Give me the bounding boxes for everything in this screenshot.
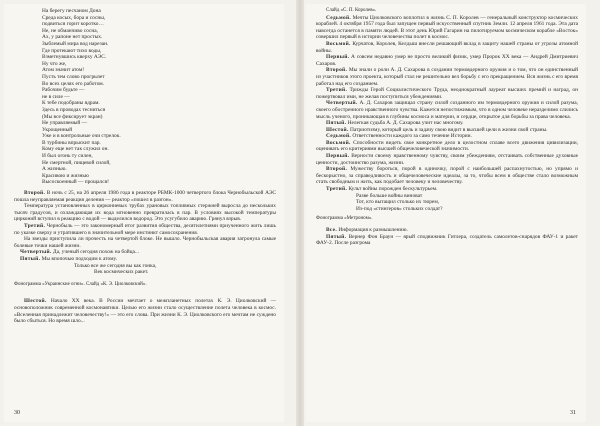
- poem-line: Рабочим будьте —: [42, 87, 85, 94]
- poem-line: Красивою и жизнью: [42, 172, 89, 179]
- left-body: [14, 190, 276, 325]
- couplet-line: Тот, кто вытащил столько их тюрем,: [356, 199, 440, 206]
- couplet-line: Только все же сегодня вы как гонка,: [74, 262, 157, 269]
- poem-line: Ах, у рапоне нет простых.: [42, 34, 103, 41]
- page-number: 31: [570, 410, 576, 416]
- caption: Слайд «С. П. Королев».: [326, 8, 377, 13]
- poem-line: Взметнувшись кверху АЭС.: [42, 54, 107, 61]
- poem-line: Не смертной, пищевой силой,: [42, 159, 111, 166]
- paragraph: Шестой. Патриотизму, который цель и задачу свою видит в высшей цели в жизни свой страны.: [326, 126, 548, 133]
- paragraph: Первый. Верности своему нравственному чувству, своим убеждениям, отстаивать собственные духовные ценности, достоинство разума, жизни.: [316, 153, 578, 166]
- poem-line: Уже и в контрольные очи стрелок.: [42, 133, 121, 140]
- paragraph: Второй. Мужеству бороться, порой в одиночку, порой с наибольшей распахнутостью, но упрямо и бескорыстно, за справедливость и общечеловеческие идеалы, за то, чтобы всем в обществе стало возможным стать свободным и жить, как подобает человеку и человечеству.: [316, 166, 578, 186]
- poem-line: не в силе —: [42, 93, 70, 100]
- paragraph: Первый. А совсем недавно умер не просто великий физик, умер Пророк ХХ века — Андрей Дмитриевич Сахаров.: [316, 54, 578, 67]
- poem-line: Ну что же,: [42, 60, 67, 67]
- paragraph: Седьмой. Ответственности каждого за само течение Истории.: [326, 133, 472, 140]
- poem-line: И был огонь ту силен,: [42, 153, 93, 160]
- poem-line: Не управляемый —: [42, 120, 87, 127]
- paragraph: Второй. Мы знали о роли А. Д. Сахарова в создании термоядерного оружия и о том, что он единственный из участников этого проекта, который стал не решительно вел борьбу с его прекращением. Вся жизнь с его время работал над его созданием.: [316, 67, 578, 87]
- caption: Фонограмма «Украинские огни». Слайд «К. Э. Циолковский».: [14, 281, 147, 287]
- speaker-line: Четвертый. Да, ученый сегодня похож на бойца...: [20, 249, 139, 256]
- speaker-line: Пятый. Мы впопочью подходим к атому.: [20, 255, 118, 262]
- paragraph: На звезды приступила ли прочесть на четвертой блоке. Не вышло. Чернобыльская авария затронула самые болевые точки нашей жизни.: [14, 236, 276, 249]
- paragraph: Второй. В ночь с 25, на 26 апреля 1986 года в реакторе РБМК-1000 четвертого блока Чернобыльской АЭС пошла неуправляемая реакция деления — реактор «пошел в разгон».: [14, 190, 277, 203]
- page-fold: [296, 0, 304, 426]
- right-body: [316, 8, 578, 247]
- paragraph: Пятый. Вернер Фон Браун — ярый сподвижник Гитлера, создатель самолетов-снарядов ФАУ-1 и ракет ФАУ-2. После разгрома: [316, 233, 578, 247]
- couplet-line: Разве больше войны виноват: [356, 192, 423, 199]
- poem-line: Кому еще нет так служил он.: [42, 146, 109, 153]
- paragraph: Температура установленных в циркониевых трубах урановых топливных стержней выросла до нескольких тысяч градусов, и охлаждающая их вода мгновенно превратилась в пар. В условиях высокой температуры цирконий вступил в реакцию с водой — выделился водород. Это усугубило аварию. Грянул взрыв.: [14, 203, 276, 223]
- poem-line: Высоскоенный — прощался!: [42, 179, 109, 186]
- paragraph: Седьмой. Мечты Циолковского воплотил в жизнь С. П. Королев — генеральный конструктор космических кораблей. 4 октября 1957 года был запущен первый искусственный спутник Земли. 12 апреля 1961 года. Эта дата навсегда останется в памяти людей. В этот день Юрий Гагарин на пилотируемом космическом корабле «Восток» совершил первый в истории человечества полет в космос.: [316, 14, 578, 41]
- poem-line: Укрощенный: [42, 126, 73, 133]
- poem-line: Во всех целях его работом.: [42, 80, 105, 87]
- paragraph: Восьмой. Способности видеть свое конкретное дело в целостном сплаве всего движения цивилизации, оценивать его критериями высшей общечеловеческой значимости.: [316, 139, 578, 153]
- poem-line: На берегу песчаном Дона: [42, 8, 101, 14]
- poem-line: В турбины впрыскит пар.: [42, 139, 101, 146]
- poem-line: (Мы все фиксирует экран): [42, 113, 103, 120]
- left-page: [4, 4, 284, 422]
- poem-line: К тебе подобраны ядрам.: [42, 100, 100, 107]
- poem-line: А жизнью.: [42, 166, 67, 173]
- poem-line: Не, не обманчиво сосна,: [42, 27, 99, 34]
- page-number: 30: [14, 410, 20, 416]
- poem-line: Атом значит атом!: [42, 67, 85, 74]
- poem-line: Среда косых, бора и сосны,: [42, 14, 106, 21]
- right-page: [306, 4, 586, 422]
- paragraph: Шестой. Начало ХХ века. В России мечтает о межпланетных полетах К. Э. Циолковский — основоположник современной космонавтики. Целью его жизни стало осуществление полета человека в космос. «Вселенная принадлежит человечеству!» — это его слова. При жизни К. Э. Циолковского его мечтам не суждено было сбыться. Но время шло...: [14, 298, 276, 325]
- couplet-line: Из-под «стингеров» стольких солдат?: [356, 205, 443, 212]
- poem-line: подвиться горит коротко…: [42, 21, 104, 28]
- couplet-line: Век космических ракет.: [94, 269, 149, 276]
- poem-line: Пусть тем слово прогрызет: [42, 73, 105, 80]
- poem-line: Где протекают тихо воды,: [42, 47, 102, 54]
- paragraph: Третий. Трижды Герой Социалистического Труда, неоднократный лауреат высших премий и наград, он пожертвовал ими, не желая поступиться убеждениями.: [316, 87, 578, 100]
- poem-line: Здесь в проводах тесниться: [42, 106, 106, 113]
- paragraph: Восьмой. Курчатов, Королев, Келдыш внесли решающий вклад в защиту нашей страны от угрозы атомной войны.: [316, 40, 578, 54]
- paragraph: Третий. Культ войны порожден бескультурьем.: [326, 186, 438, 193]
- paragraph: Четвертый. А. Д. Сахаров защищал страну силой созданного им термоядерного оружия и силой разума, своего обостренного нравственного чувства. Кажется непостижимым, что в одном человеке неразделимо слились мысль ученого, проникающая в глубины космоса и материи, и сердце, открытое для борьбы за права человека.: [316, 100, 578, 120]
- caption: Фонограмма «Метроном».: [316, 216, 373, 222]
- paragraph: Все. Информация к размышлению.: [326, 227, 408, 233]
- poem-block: [14, 8, 276, 186]
- poem-line: Зыблемый мира вод нарезан.: [42, 40, 109, 47]
- paragraph: Пятый. Нелегкая судьба А. Д. Сахарова учит нас многому.: [326, 120, 464, 127]
- paragraph: Третий. Чернобыль — это закономерный итог развития общества, десятилетиями приученного жить лишь по указке сверху и утратившего в значительной мере инстинкт самосохранения.: [14, 222, 276, 236]
